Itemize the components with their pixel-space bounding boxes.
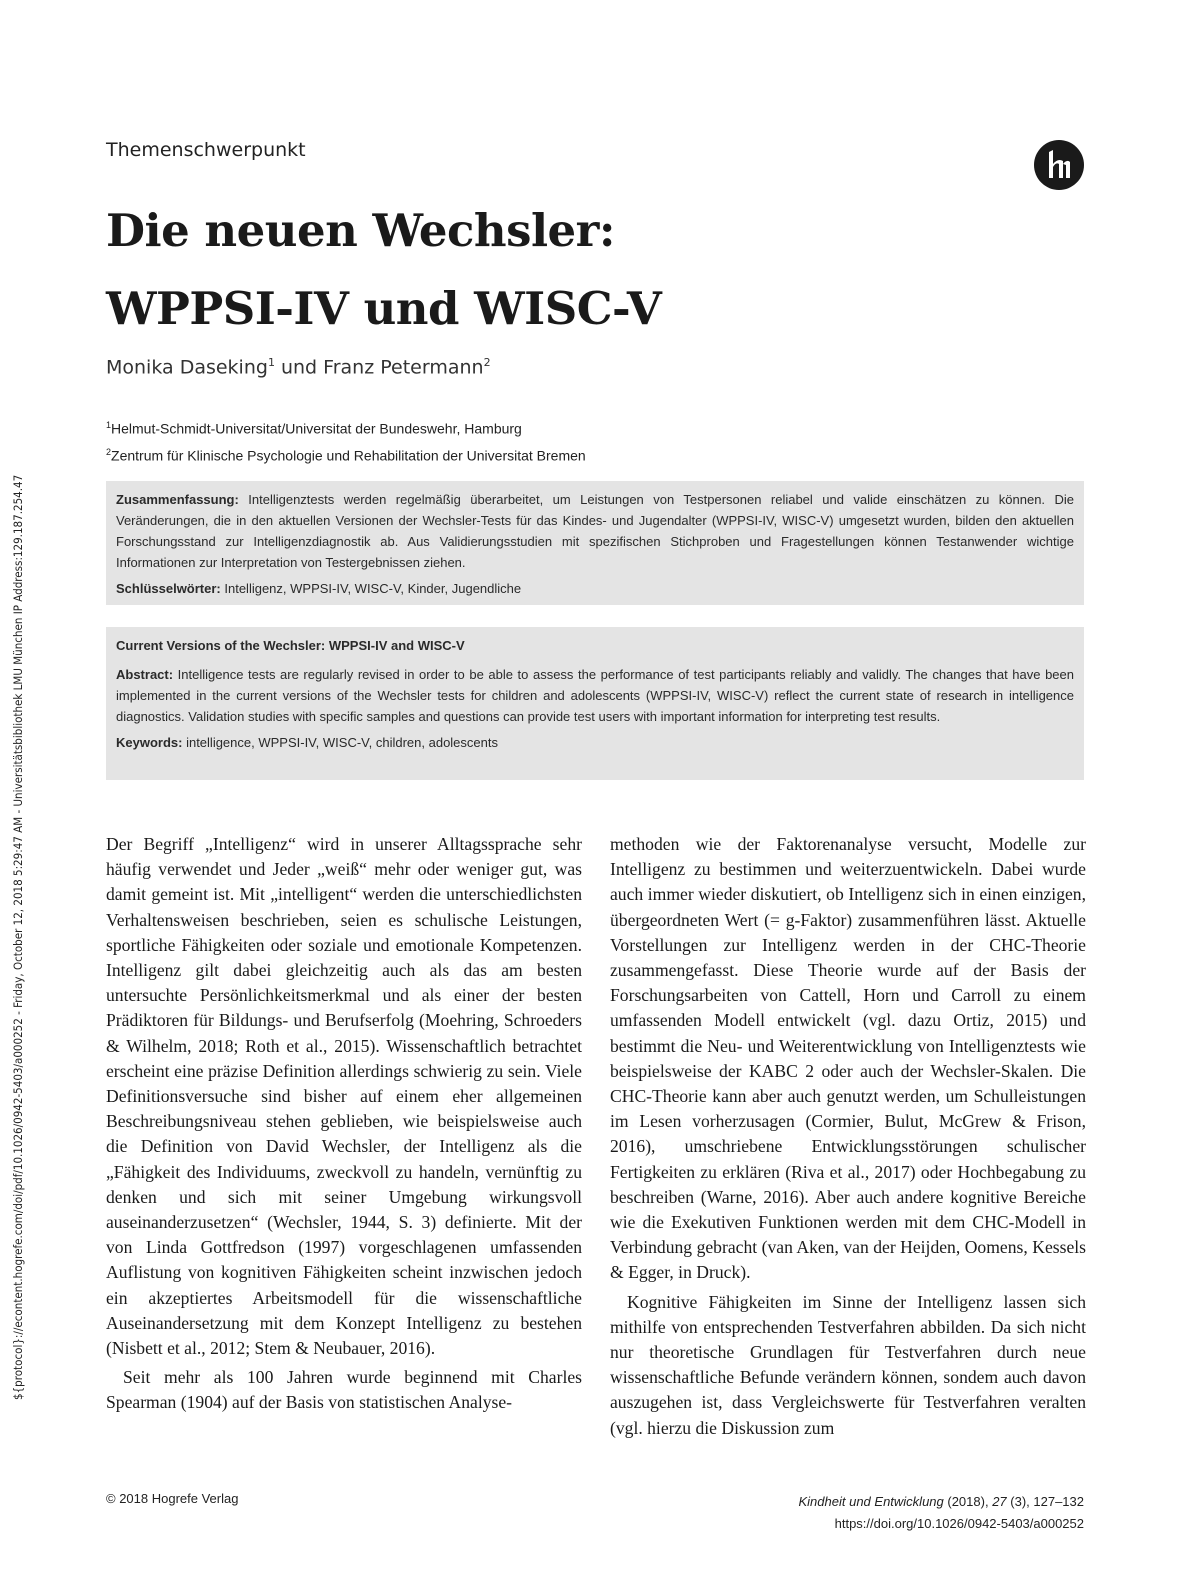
citation-issue-pages: (3), 127–132 [1006, 1494, 1084, 1509]
abstract-german-label: Zusammenfassung: [116, 492, 239, 507]
affiliation-text: Zentrum für Klinische Psychologie und Rehabilitation der Universitat Bremen [111, 447, 586, 464]
abstract-english-text [116, 664, 1074, 727]
article-title [106, 192, 661, 348]
title-line-2: WPPSI-IV und WISC-V [106, 282, 662, 335]
body-paragraph: Kognitive Fähigkeiten im Sinne der Intelligenz lassen sich mithilfe von entsprechenden Testverfahren abbilden. Da sich nicht nur theoretische Grundlagen für Testverfahren durch neue wissenschaftliche Befunde verändern können, sondem auch davon auszugehen ist, dass Vergleichswerte für Testverfahren veralten (vgl. hierzu die Diskussion zum [610, 1291, 1086, 1438]
keywords-german-label: Schlüsselwörter: [116, 581, 221, 596]
affiliation-marker: 2 [106, 446, 112, 457]
body-paragraph: Der Begriff „Intelligenz“ wird in unserer Alltagssprache sehr häufig verwendet und Jeder „weiß“ mehr oder weniger gut, was damit gemeint ist. Mit „intelligent“ werden die unterschiedlichsten Verhaltensweisen beschrieben, seien es schulische Leistungen, sportliche Fähigkeiten oder soziale und emotionale Kompetenzen. Intelligenz gilt dabei gleichzeitig auch als das am besten untersuchte Persönlichkeitsmerkmal und als einer der besten Prädiktoren für Bildungs- und Berufserfolg (Moehring, Schroeders & Wilhelm, 2018; Roth et al., 2015). Wissenschaftlich betrachtet erscheint eine präzise Definition allerdings schwierig zu sein. Viele Definitionsversuche sind bisher auf einem eher allgemeinen Beschreibungsniveau stehen geblieben, wie beispielsweise auch die Definition von David Wechsler, der Intelligenz als die „Fähigkeit des Individuums, zweckvoll zu handeln, vernünftig zu denken und sich mit seiner Umgebung wirkungsvoll auseinanderzusetzen“ (Wechsler, 1944, S. 3) definierte. Mit der von Linda Gottfredson (1997) vorgeschlagenen umfassenden Auflistung von kognitiven Fähigkeiten scheint inzwischen jedoch ein akzeptiertes Arbeitsmodell für die wissenschaftliche Auseinandersetzung mit dem Konzept Intelligenz zu bestehen (Nisbett et al., 2012; Stem & Neubauer, 2016). [106, 834, 582, 1359]
affiliation [106, 414, 586, 441]
abstract-english-label: Abstract: [116, 667, 174, 682]
abstract-english-title: Current Versions of the Wechsler: WPPSI-IV and WISC-V [116, 638, 465, 653]
abstract-english [106, 627, 1084, 780]
body-column-right [610, 832, 1086, 1441]
title-line-1: Die neuen Wechsler: [106, 204, 615, 257]
journal-citation [799, 1491, 1085, 1513]
hogrefe-logo-icon [1034, 140, 1084, 190]
abstract-german [106, 481, 1084, 605]
author-affiliation-marker: 2 [483, 356, 491, 369]
citation-year: (2018), [943, 1494, 993, 1509]
affiliation-text: Helmut-Schmidt-Universitat/Universitat der Bundeswehr, Hamburg [111, 420, 522, 437]
doi-link[interactable]: https://doi.org/10.1026/0942-5403/a000252 [834, 1516, 1084, 1531]
journal-volume: 27 [992, 1494, 1007, 1509]
keywords-german [116, 578, 1074, 599]
author-name: Monika Daseking [106, 356, 268, 379]
download-watermark: ${protocol}://econtent.hogrefe.com/doi/pdf/10.1026/0942-5403/a000252 - Friday, October 12, 2018 5:29:47 AM - Universitätsbibliothek LMU München IP Address:129.187.254.47 [11, 474, 25, 1400]
affiliations [106, 414, 586, 467]
keywords-english-label: Keywords: [116, 735, 183, 750]
abstract-german-text [116, 489, 1074, 573]
journal-name: Kindheit und Entwicklung [798, 1494, 944, 1509]
section-label: Themenschwerpunkt [106, 139, 306, 161]
affiliation-marker: 1 [106, 420, 112, 430]
author-list [106, 356, 491, 378]
affiliation [106, 441, 586, 468]
keywords-german-list: Intelligenz, WPPSI-IV, WISC-V, Kinder, Jugendliche [220, 581, 522, 596]
copyright-notice: © 2018 Hogrefe Verlag [106, 1491, 239, 1506]
abstract-german-body: Intelligenztests werden regelmäßig überarbeitet, um Leistungen von Testpersonen reliabel und valide einschätzen zu können. Die Veränderungen, die in den aktuellen Versionen der Wechsler-Tests für das Kindes- und Jugendalter (WPPSI-IV, WISC-V) umgesetzt wurden, bilden den aktuellen Forschungsstand zur Intelligenzdiagnostik ab. Aus Validierungsstudien mit spezifischen Stichproben und Fragestellungen können Testanwender wichtige Informationen zur Interpretation von Testergebnissen ziehen. [116, 492, 1074, 570]
body-column-left [106, 832, 582, 1416]
abstract-english-body: Intelligence tests are regularly revised in order to be able to assess the performance of test participants reliably and validly. The changes that have been implemented in the current versions of the Wechsler tests for children and adolescents (WPPSI-IV, WISC-V) reflect the current state of research in intelligence diagnostics. Validation studies with specific samples and questions can provide test users with important information for interpreting test results. [116, 667, 1074, 724]
body-paragraph: Seit mehr als 100 Jahren wurde beginnend mit Charles Spearman (1904) auf der Basis von statistischen Analyse- [106, 1367, 582, 1413]
author-conjunction: und [274, 356, 324, 379]
body-paragraph: methoden wie der Faktorenanalyse versucht, Modelle zur Intelligenz zu bestimmen und weiterzuentwickeln. Dabei wurde auch immer wieder diskutiert, ob Intelligenz sich in einen einzigen, übergeordneten Wert (= g-Faktor) zusammenführen lässt. Aktuelle Vorstellungen zur Intelligenz werden in der CHC-Theorie zusammengefasst. Diese Theorie wurde auf der Basis der Forschungsarbeiten von Cattell, Horn und Carroll zu einem umfassenden Modell entwickelt (vgl. dazu Ortiz, 2015) und bestimmt die Neu- und Weiterentwicklung von Intelligenztests wie beispielsweise der KABC 2 oder auch der Wechsler-Skalen. Die CHC-Theorie kann aber auch genutzt werden, um Schulleistungen im Lesen vorherzusagen (Cormier, Bulut, McGrew & Frison, 2016), umschriebene Entwicklungsstörungen schulischer Fertigkeiten zu erklären (Riva et al., 2017) oder Hochbegabung zu beschreiben (Warne, 2016). Aber auch andere kognitive Bereiche wie die Exekutiven Funktionen werden mit dem CHC-Modell in Verbindung gebracht (van Aken, van der Heijden, Oomens, Kessels & Egger, in Druck). [610, 834, 1086, 1283]
keywords-english [116, 732, 1074, 753]
citation-block [799, 1491, 1085, 1535]
author-affiliation-marker: 1 [267, 356, 275, 369]
keywords-english-list: intelligence, WPPSI-IV, WISC-V, children, adolescents [182, 735, 498, 750]
author-name: Franz Petermann [323, 356, 484, 379]
